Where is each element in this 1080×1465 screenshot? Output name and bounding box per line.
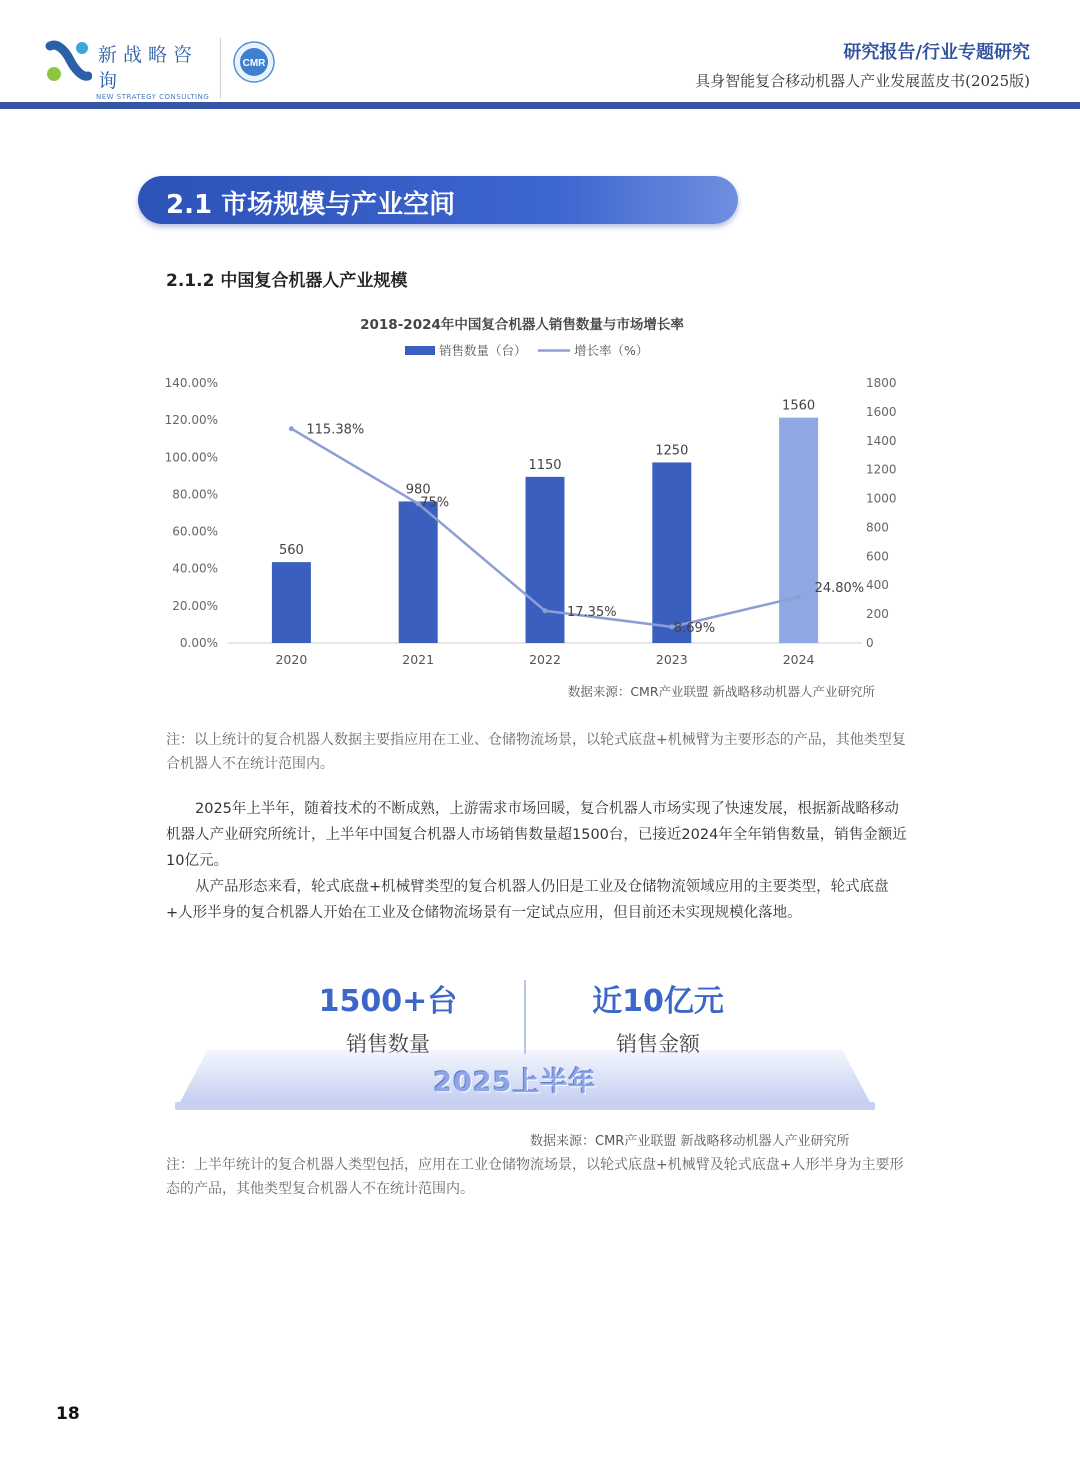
right-axis-tick: 1400	[866, 433, 897, 448]
left-axis-tick: 40.00%	[172, 561, 218, 576]
right-axis-tick: 800	[866, 520, 889, 535]
left-axis-tick: 120.00%	[164, 413, 218, 428]
right-axis-tick: 400	[866, 578, 889, 593]
cmr-badge-text: CMR	[242, 58, 266, 69]
chart-legend	[405, 343, 648, 358]
section-banner	[138, 176, 738, 224]
legend-line-label: 增长率（%）	[574, 343, 649, 358]
chart-title: 2018-2024年中国复合机器人销售数量与市场增长率	[360, 317, 684, 333]
bar-label-2023: 1250	[655, 443, 689, 459]
stats-panel	[170, 960, 880, 1130]
x-tick-2024: 2024	[782, 652, 815, 667]
stats-period: 2025上半年	[433, 1067, 597, 1098]
logo-mark-icon	[44, 38, 92, 86]
growth-point-2024	[796, 594, 801, 599]
right-axis-tick: 1200	[866, 462, 897, 477]
growth-label-2022: 17.35%	[567, 604, 617, 620]
page-number: 18	[56, 1404, 80, 1424]
growth-point-2020	[289, 426, 294, 431]
sales-amount-label: 销售金额	[616, 1032, 700, 1056]
stats-platform-base	[175, 1102, 875, 1110]
growth-label-2024: 24.80%	[814, 580, 865, 596]
bar-2021	[399, 501, 438, 643]
paragraph-1: 2025年上半年，随着技术的不断成熟，上游需求市场回暖，复合机器人市场实现了快速发展，根据新战略移动机器人产业研究所统计，上半年中国复合机器人市场销售数量超1500台，已接近2024年全年销售数量，销售金额近10亿元。	[166, 801, 907, 869]
report-title: 具身智能复合移动机器人产业发展蓝皮书(2025版)	[695, 72, 1030, 90]
logo-divider	[220, 38, 221, 98]
left-axis-tick: 100.00%	[164, 450, 218, 465]
right-axis-tick: 0	[866, 636, 874, 650]
x-tick-2021: 2021	[402, 652, 435, 667]
logo-text: 新战略咨询	[98, 44, 199, 92]
x-tick-2020: 2020	[275, 652, 308, 667]
sales-growth-chart	[150, 305, 910, 705]
left-axis-tick: 0.00%	[179, 636, 218, 650]
logo-subtext: NEW STRATEGY CONSULTING	[96, 93, 210, 101]
header-bar	[0, 102, 1080, 109]
bar-label-2020: 560	[278, 543, 304, 559]
paragraph-2: 从产品形态来看，轮式底盘+机械臂类型的复合机器人仍旧是工业及仓储物流领域应用的主要类型，轮式底盘+人形半身的复合机器人开始在工业及仓储物流场景有一定试点应用，但目前还未实现规模化落地。	[166, 879, 889, 921]
left-axis-tick: 60.00%	[172, 524, 218, 539]
right-axis-tick: 1000	[866, 491, 897, 506]
right-axis-tick: 600	[866, 549, 889, 564]
legend-bar-swatch	[405, 346, 435, 355]
growth-label-2021: 75%	[420, 495, 450, 511]
bar-label-2024: 1560	[782, 398, 816, 414]
sales-volume-label: 销售数量	[346, 1032, 430, 1056]
bar-label-2021: 980	[405, 482, 431, 498]
report-type: 研究报告/行业专题研究	[843, 42, 1030, 63]
growth-label-2020: 115.38%	[306, 422, 365, 438]
right-axis-tick: 1800	[866, 376, 897, 390]
sales-amount-value: 近10亿元	[592, 984, 724, 1019]
bar-label-2022: 1150	[528, 457, 562, 473]
cmr-badge-icon	[232, 40, 276, 84]
legend-bar-label: 销售数量（台）	[439, 343, 527, 358]
left-axis-tick: 140.00%	[164, 376, 218, 390]
chart-note: 注：以上统计的复合机器人数据主要指应用在工业、仓储物流场景，以轮式底盘+机械臂为主要形态的产品，其他类型复合机器人不在统计范围内。	[166, 732, 906, 772]
right-axis-tick: 1600	[866, 404, 897, 419]
bar-2024	[779, 418, 818, 643]
growth-point-2022	[543, 608, 548, 613]
bar-2020	[272, 562, 311, 643]
stats-note: 注：上半年统计的复合机器人类型包括，应用在工业仓储物流场景，以轮式底盘+机械臂及轮式底盘+人形半身为主要形态的产品，其他类型复合机器人不在统计范围内。	[166, 1157, 904, 1197]
sales-volume-value: 1500+台	[318, 984, 458, 1019]
left-axis-tick: 80.00%	[172, 487, 218, 502]
x-tick-2022: 2022	[529, 652, 561, 667]
left-axis-tick: 20.00%	[172, 598, 218, 613]
chart-source: 数据来源：CMR产业联盟 新战略移动机器人产业研究所	[567, 684, 875, 699]
stats-source: 数据来源：CMR产业联盟 新战略移动机器人产业研究所	[530, 1134, 850, 1149]
section-title: 2.1 市场规模与产业空间	[166, 190, 456, 220]
body-text	[166, 796, 910, 926]
bar-2022	[526, 477, 565, 643]
growth-label-2023: 8.69%	[673, 620, 716, 636]
bar-2023	[652, 462, 691, 643]
subsection-title: 2.1.2 中国复合机器人产业规模	[166, 271, 408, 291]
right-axis-tick: 200	[866, 607, 889, 622]
x-tick-2023: 2023	[655, 652, 688, 667]
